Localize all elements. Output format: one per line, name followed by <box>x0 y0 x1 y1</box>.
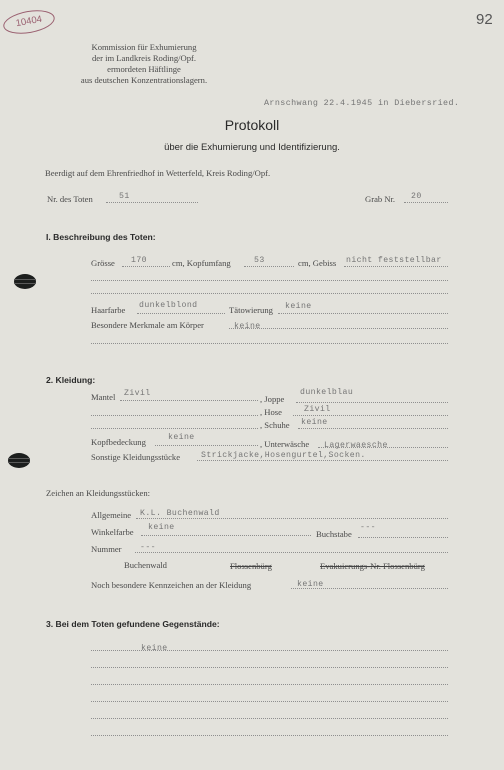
kopf-value: keine <box>168 433 195 442</box>
hair-value: dunkelblond <box>139 301 198 310</box>
unter-value: Lagerwaesche <box>324 441 388 450</box>
joppe-line <box>296 402 448 403</box>
schuhe-line <box>298 428 448 429</box>
cm-teeth-label: cm, Gebiss <box>298 258 337 268</box>
winkel-value: keine <box>148 523 175 532</box>
commission-line-4: aus deutschen Konzentrationslagern. <box>80 75 208 85</box>
archive-stamp: 10404 <box>1 7 56 38</box>
commission-line-2: der im Landkreis Roding/Opf. <box>91 53 197 63</box>
camp-evakuierung: Evakuierungs-Nr. Flossenbürg <box>320 561 425 571</box>
hair-line <box>137 313 225 314</box>
hair-label: Haarfarbe <box>91 305 126 315</box>
commission-line-1: Kommission für Exhumierung <box>91 42 197 52</box>
sonst-label: Sonstige Kleidungsstücke <box>91 452 181 462</box>
punch-hole-bottom <box>8 453 30 468</box>
page-subtitle: über die Exhumierung und Identifizierung. <box>164 142 340 153</box>
camp-flossenbuerg: Flossenbürg <box>230 561 272 571</box>
more-value: keine <box>297 580 324 589</box>
page-title: Protokoll <box>224 117 280 133</box>
tattoo-line <box>278 313 448 314</box>
kopf-line <box>155 445 258 446</box>
buchstabe-label: Buchstabe <box>316 529 352 539</box>
blank-line-2 <box>91 293 448 294</box>
place-date: Arnschwang 22.4.1945 in Diebersried. <box>264 98 460 108</box>
dead-no-line <box>106 202 198 203</box>
allg-value: K.L. Buchenwald <box>140 509 220 518</box>
unter-label: , Unterwäsche <box>260 439 310 449</box>
buchstabe-line <box>358 537 448 538</box>
size-value: 170 <box>131 256 147 265</box>
sonst-value: Strickjacke,Hosengurtel,Socken. <box>201 451 366 460</box>
section-3-heading: 3. Bei dem Toten gefundene Gegenstände: <box>46 619 220 629</box>
hose-line <box>293 415 448 416</box>
nummer-line <box>135 552 448 553</box>
buchstabe-value: --- <box>360 523 376 532</box>
grave-value: 20 <box>411 192 422 201</box>
items-line-2 <box>91 667 448 668</box>
marks-line <box>229 328 448 329</box>
zeichen-heading: Zeichen an Kleidungsstücken: <box>46 488 151 498</box>
items-line-1 <box>91 650 448 651</box>
hose-dots <box>91 415 258 416</box>
allg-line <box>136 518 448 519</box>
sonst-line <box>197 460 448 461</box>
commission-line-3: ermordeten Häftlinge <box>107 64 181 74</box>
hose-label: , Hose <box>260 407 282 417</box>
nummer-label: Nummer <box>91 544 122 554</box>
hose-value: Zivil <box>304 405 331 414</box>
punch-hole-top <box>14 274 36 289</box>
grave-label: Grab Nr. <box>365 194 396 204</box>
section-2-heading: 2. Kleidung: <box>46 375 96 385</box>
tattoo-label: Tätowierung <box>229 305 273 315</box>
items-line-6 <box>91 735 448 736</box>
section-1-heading: I. Beschreibung des Toten: <box>46 232 156 242</box>
mantel-label: Mantel <box>91 392 116 402</box>
burial-line: Beerdigt auf dem Ehrenfriedhof in Wetterfeld, Kreis Roding/Opf. <box>45 168 271 178</box>
items-line-3 <box>91 684 448 685</box>
cm-head-label: cm, Kopfumfang <box>172 258 231 268</box>
items-line-5 <box>91 718 448 719</box>
head-value: 53 <box>254 256 265 265</box>
items-line-4 <box>91 701 448 702</box>
winkel-label: Winkelfarbe <box>91 527 134 537</box>
nummer-value: --- <box>140 543 156 552</box>
marks-label: Besondere Merkmale am Körper <box>91 320 204 330</box>
joppe-label: , Joppe <box>260 394 285 404</box>
size-line <box>122 266 170 267</box>
section-3-value: keine <box>141 644 168 653</box>
winkel-line <box>141 535 311 536</box>
camp-buchenwald: Buchenwald <box>124 560 167 570</box>
schuhe-dots <box>91 428 258 429</box>
teeth-line <box>344 266 448 267</box>
page-number: 92 <box>476 11 493 28</box>
schuhe-label: , Schuhe <box>260 420 290 430</box>
kopf-label: Kopfbedeckung <box>91 437 146 447</box>
teeth-value: nicht feststellbar <box>346 256 442 265</box>
dead-no-value: 51 <box>119 192 130 201</box>
blank-line-3 <box>91 343 448 344</box>
commission-header <box>54 42 234 86</box>
allg-label: Allgemeine <box>91 510 132 520</box>
mantel-line <box>120 400 258 401</box>
blank-line-1 <box>91 280 448 281</box>
dead-no-label: Nr. des Toten <box>47 194 93 204</box>
joppe-value: dunkelblau <box>300 388 354 397</box>
mantel-value: Zivil <box>124 389 151 398</box>
marks-value: keine <box>234 322 261 331</box>
schuhe-value: keine <box>301 418 328 427</box>
grave-line <box>404 202 448 203</box>
tattoo-value: keine <box>285 302 312 311</box>
more-label: Noch besondere Kennzeichen an der Kleidung <box>91 580 252 590</box>
head-line <box>244 266 294 267</box>
size-label: Grösse <box>91 258 115 268</box>
